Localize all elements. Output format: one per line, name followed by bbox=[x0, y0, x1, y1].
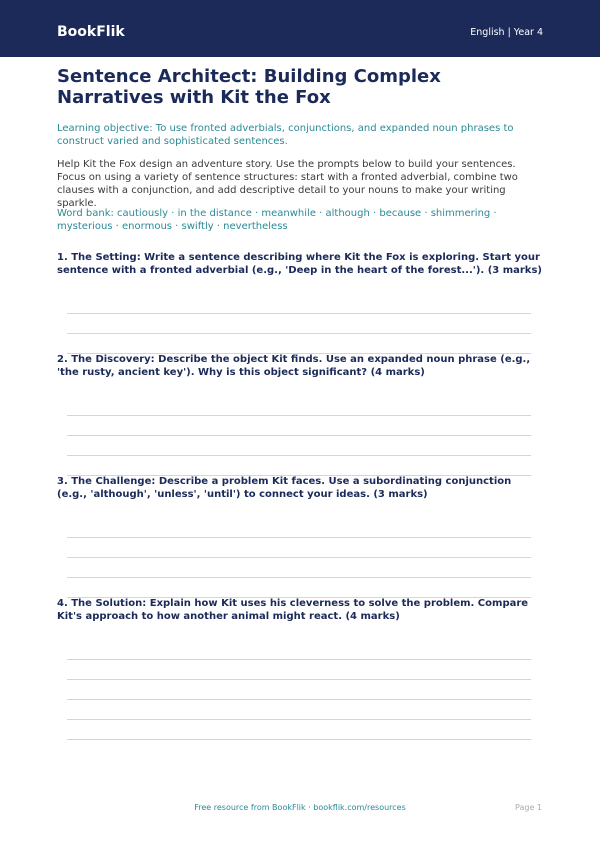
answer-line[interactable] bbox=[67, 557, 531, 558]
answer-line[interactable] bbox=[67, 435, 531, 436]
subject-year-label: English | Year 4 bbox=[470, 27, 543, 38]
answer-line[interactable] bbox=[67, 577, 531, 578]
page-title: Sentence Architect: Building Complex Narratives with Kit the Fox bbox=[57, 66, 441, 108]
intro-paragraph: Help Kit the Fox design an adventure story. Use the prompts below to build your sentences. Focus on using a variety of sentence structures: start with a fronted adverbial, combine two clauses with a conjunction, and add descriptive detail to your nouns to make your writing sparkle. bbox=[57, 159, 518, 209]
answer-line[interactable] bbox=[67, 537, 531, 538]
footer-credit: Free resource from BookFlik · bookflik.com/resources bbox=[194, 803, 406, 812]
answer-line[interactable] bbox=[67, 719, 531, 720]
answer-line[interactable] bbox=[67, 739, 531, 740]
answer-line[interactable] bbox=[67, 455, 531, 456]
question-3: 3. The Challenge: Describe a problem Kit faces. Use a subordinating conjunction (e.g., 'although', 'unless', 'until') to connect your ideas. (3 marks) bbox=[57, 476, 512, 500]
answer-line[interactable] bbox=[67, 679, 531, 680]
answer-line[interactable] bbox=[67, 415, 531, 416]
answer-line[interactable] bbox=[67, 313, 531, 314]
answer-line[interactable] bbox=[67, 659, 531, 660]
answer-line[interactable] bbox=[67, 699, 531, 700]
word-bank: Word bank: cautiously · in the distance · meanwhile · although · because · shimmering · mysterious · enormous · swiftly · nevertheless bbox=[57, 208, 497, 232]
question-2: 2. The Discovery: Describe the object Kit finds. Use an expanded noun phrase (e.g., 'the rusty, ancient key'). Why is this object significant? (4 marks) bbox=[57, 354, 531, 378]
question-1: 1. The Setting: Write a sentence describing where Kit the Fox is exploring. Start your sentence with a fronted adverbial (e.g., 'Deep in the heart of the forest...'). (3 marks) bbox=[57, 252, 542, 276]
page-number: Page 1 bbox=[515, 803, 542, 812]
question-4: 4. The Solution: Explain how Kit uses his cleverness to solve the problem. Compare Kit's approach to how another animal might react. (4 marks) bbox=[57, 598, 529, 622]
learning-objective: Learning objective: To use fronted adverbials, conjunctions, and expanded noun phrases to construct varied and sophisticated sentences. bbox=[57, 123, 514, 147]
brand-logo: BookFlik bbox=[57, 24, 125, 40]
answer-line[interactable] bbox=[67, 333, 531, 334]
header-bar bbox=[0, 0, 600, 57]
